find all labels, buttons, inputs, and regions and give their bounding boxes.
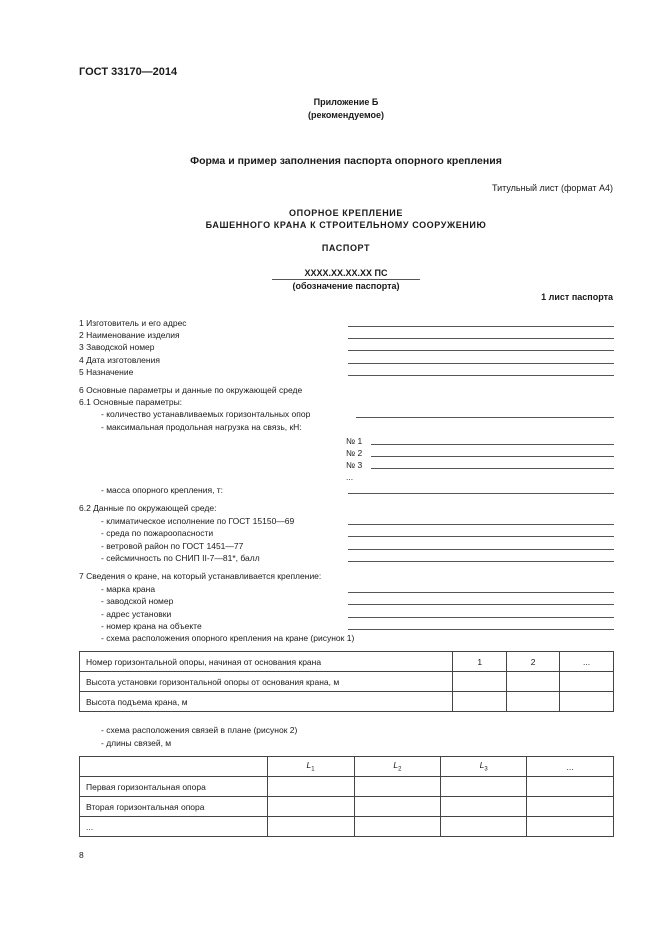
- table-cell[interactable]: [441, 817, 527, 837]
- link-length-table: [79, 756, 614, 837]
- item-crane-model: - марка крана: [101, 584, 156, 594]
- standard-number: ГОСТ 33170—2014: [79, 66, 178, 78]
- table-cell[interactable]: [267, 797, 354, 817]
- table-header-cell-l1: [267, 757, 354, 777]
- item-crane-serial: - заводской номер: [101, 596, 174, 606]
- manufacture-date-field[interactable]: [348, 363, 614, 364]
- load-field-3[interactable]: [371, 468, 614, 469]
- table-row: [80, 797, 614, 817]
- table-cell[interactable]: [441, 777, 527, 797]
- title-sheet-note: Титульный лист (формат А4): [492, 183, 613, 193]
- item-crane-site-number: - номер крана на объекте: [101, 621, 202, 631]
- table-cell[interactable]: [527, 797, 614, 817]
- table-row: [80, 777, 614, 797]
- table-cell: Высота установки горизонтальной опоры от основания крана, м: [80, 672, 453, 692]
- table-header-row: [80, 757, 614, 777]
- table-cell: Первая горизонтальная опора: [80, 777, 268, 797]
- item-main-parameters: 6.1 Основные параметры:: [79, 397, 183, 407]
- table-cell[interactable]: [527, 777, 614, 797]
- table-cell[interactable]: [453, 672, 507, 692]
- load-field-2[interactable]: [371, 456, 614, 457]
- item-parameters: 6 Основные параметры и данные по окружающей среде: [79, 385, 303, 395]
- passport-code-caption: (обозначение паспорта): [292, 281, 400, 291]
- table-row: [80, 692, 614, 712]
- table-cell: Вторая горизонтальная опора: [80, 797, 268, 817]
- table-cell[interactable]: [560, 692, 614, 712]
- table-header-cell-l3: [441, 757, 527, 777]
- item-seismicity: - сейсмичность по СНИП II-7—81*, балл: [101, 553, 260, 563]
- appendix-title: Приложение Б: [313, 97, 379, 107]
- form-title: Форма и пример заполнения паспорта опорного крепления: [190, 155, 502, 167]
- support-count-field[interactable]: [356, 417, 614, 418]
- table-header-cell: [80, 757, 268, 777]
- table-cell: Высота подъема крана, м: [80, 692, 453, 712]
- item-support-scheme: - схема расположения опорного крепления на кране (рисунок 1): [101, 633, 355, 643]
- crane-model-field[interactable]: [348, 592, 614, 593]
- length-symbol: L: [479, 760, 485, 771]
- item-max-load: - максимальная продольная нагрузка на связь, кН:: [101, 422, 302, 432]
- item-serial-number: 3 Заводской номер: [79, 342, 155, 352]
- install-address-field[interactable]: [348, 617, 614, 618]
- table-cell: 2: [507, 652, 560, 672]
- table-cell[interactable]: [267, 817, 354, 837]
- doc-title-line2: БАШЕННОГО КРАНА К СТРОИТЕЛЬНОМУ СООРУЖЕНИЮ: [205, 220, 487, 230]
- table-cell[interactable]: [453, 692, 507, 712]
- table-cell[interactable]: [354, 817, 441, 837]
- table-cell: ...: [80, 817, 268, 837]
- item-product-name: 2 Наименование изделия: [79, 330, 180, 340]
- table-row: [80, 817, 614, 837]
- seismicity-field[interactable]: [348, 561, 614, 562]
- table-cell[interactable]: [267, 777, 354, 797]
- doc-title-line1: ОПОРНОЕ КРЕПЛЕНИЕ: [289, 208, 403, 218]
- table-cell[interactable]: [560, 672, 614, 692]
- item-support-count: - количество устанавливаемых горизонтальных опор: [101, 409, 311, 419]
- page-number: 8: [79, 850, 84, 860]
- item-link-lengths: - длины связей, м: [101, 738, 172, 748]
- table-cell: ...: [560, 652, 614, 672]
- climate-field[interactable]: [348, 524, 614, 525]
- passport-code-underline: [272, 279, 420, 280]
- table-cell: 1: [453, 652, 507, 672]
- item-purpose: 5 Назначение: [79, 367, 134, 377]
- item-install-address: - адрес установки: [101, 609, 172, 619]
- wind-region-field[interactable]: [348, 549, 614, 550]
- table-cell[interactable]: [507, 672, 560, 692]
- table-header-cell-l2: [354, 757, 441, 777]
- load-label-more: ...: [346, 472, 354, 482]
- manufacturer-field[interactable]: [348, 326, 614, 327]
- crane-serial-field[interactable]: [348, 604, 614, 605]
- crane-site-number-field[interactable]: [348, 629, 614, 630]
- item-crane-info: 7 Сведения о кране, на который устанавливается крепление:: [79, 571, 322, 581]
- table-row: [80, 652, 614, 672]
- length-index: 2: [398, 766, 402, 773]
- length-index: 1: [311, 766, 315, 773]
- load-label-2: № 2: [346, 448, 363, 458]
- table-cell[interactable]: [527, 817, 614, 837]
- length-symbol: L: [393, 760, 399, 771]
- item-mass: - масса опорного крепления, т:: [101, 485, 224, 495]
- table-row: [80, 672, 614, 692]
- item-links-scheme: - схема расположения связей в плане (рисунок 2): [101, 725, 298, 735]
- item-manufacturer: 1 Изготовитель и его адрес: [79, 318, 187, 328]
- table-cell: Номер горизонтальной опоры, начиная от основания крана: [80, 652, 453, 672]
- load-label-3: № 3: [346, 460, 363, 470]
- passport-label: ПАСПОРТ: [321, 243, 371, 253]
- item-manufacture-date: 4 Дата изготовления: [79, 355, 160, 365]
- table-header-cell-more: ...: [527, 757, 614, 777]
- purpose-field[interactable]: [348, 375, 614, 376]
- table-cell[interactable]: [507, 692, 560, 712]
- appendix-kind: (рекомендуемое): [308, 110, 384, 120]
- load-field-1[interactable]: [371, 444, 614, 445]
- item-fire-hazard: - среда по пожароопасности: [101, 528, 214, 538]
- passport-code: ХХХХ.ХХ.ХХ.ХХ ПС: [304, 268, 388, 278]
- sheet-count: 1 лист паспорта: [541, 292, 613, 302]
- fire-hazard-field[interactable]: [348, 536, 614, 537]
- support-table: [79, 651, 614, 712]
- item-wind-region: - ветровой район по ГОСТ 1451—77: [101, 541, 244, 551]
- serial-number-field[interactable]: [348, 350, 614, 351]
- table-cell[interactable]: [354, 797, 441, 817]
- table-cell[interactable]: [441, 797, 527, 817]
- length-index: 3: [484, 766, 488, 773]
- length-symbol: L: [306, 760, 312, 771]
- product-name-field[interactable]: [348, 338, 614, 339]
- mass-field[interactable]: [348, 493, 614, 494]
- table-cell[interactable]: [354, 777, 441, 797]
- item-environment: 6.2 Данные по окружающей среде:: [79, 503, 217, 513]
- item-climate: - климатическое исполнение по ГОСТ 15150—69: [101, 516, 295, 526]
- load-label-1: № 1: [346, 436, 363, 446]
